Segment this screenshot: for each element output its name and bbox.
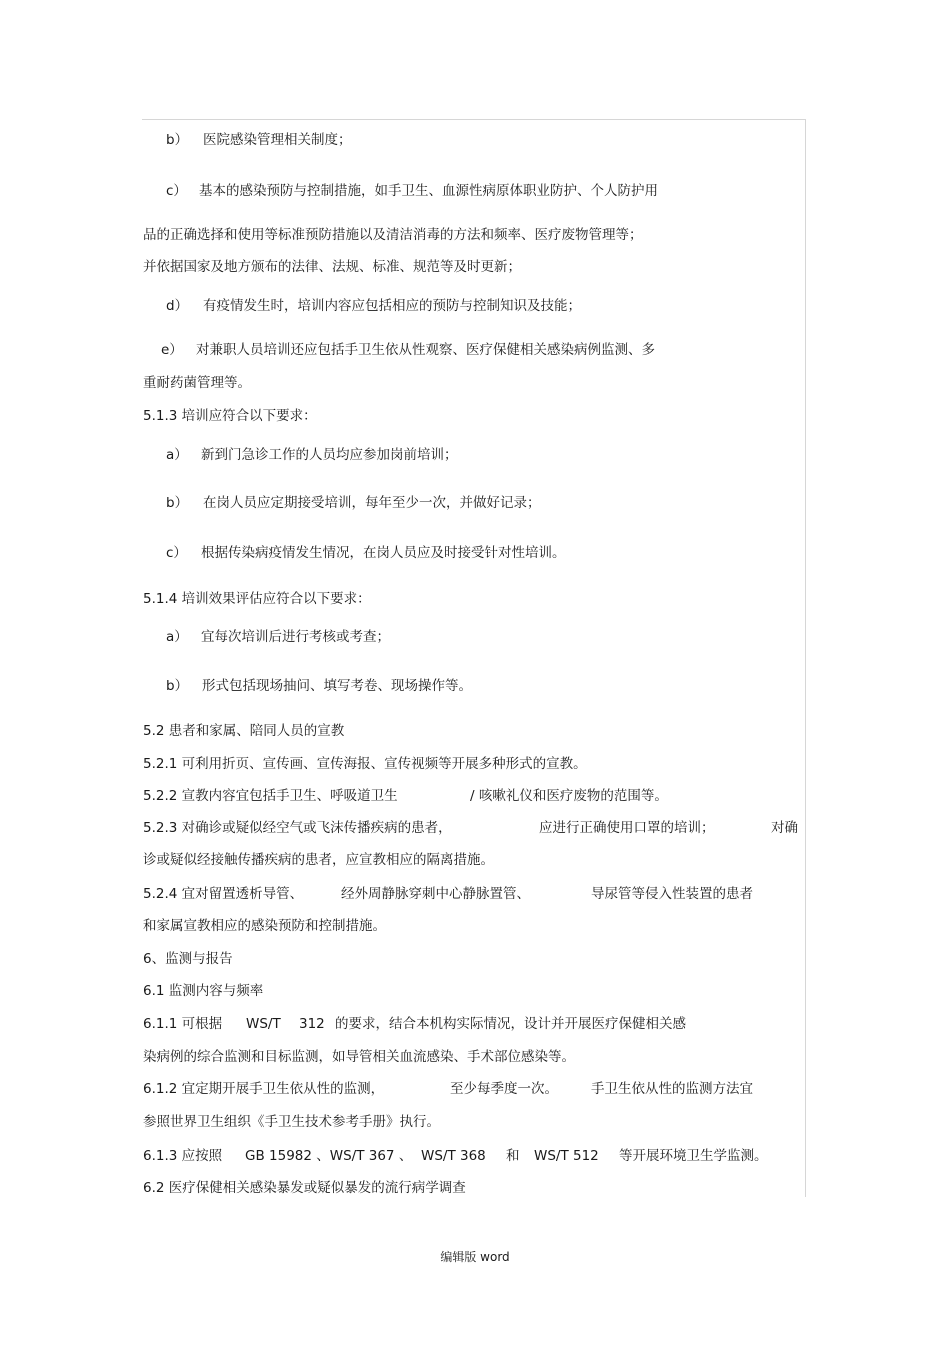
section-5-2-3: 5.2.3 对确诊或疑似经空气或飞沫传播疾病的患者， 应进行正确使用口罩的培训； 对确 <box>143 820 798 836</box>
item-text: 医院感染管理相关制度； <box>203 132 352 148</box>
section-6-1-2: 6.1.2 宜定期开展手卫生依从性的监测， 至少每季度一次。 手卫生依从性的监测方法宜 <box>143 1081 753 1097</box>
item-text: 有疫情发生时，培训内容应包括相应的预防与控制知识及技能； <box>203 298 581 314</box>
paragraph-line: 诊或疑似经接触传播疾病的患者，应宣教相应的隔离措施。 <box>143 852 494 868</box>
item-text: 形式包括现场抽问、填写考卷、现场操作等。 <box>202 678 472 694</box>
item-text: 基本的感染预防与控制措施，如手卫生、血源性病原体职业防护、个人防护用 <box>199 183 658 199</box>
section-6-1-1: 6.1.1 可根据 WS/T 312 的要求，结合本机构实际情况，设计并开展医疗保健相关感 <box>143 1016 686 1032</box>
paragraph-line: 参照世界卫生组织《手卫生技术参考手册》执行。 <box>143 1114 440 1130</box>
list-item-e-parttime <box>161 341 655 359</box>
item-marker: c） <box>166 183 187 199</box>
section-5-2-1: 5.2.1 可利用折页、宣传画、宣传海报、宣传视频等开展多种形式的宣教。 <box>143 756 587 772</box>
list-item-b-policy <box>166 131 352 149</box>
item-marker: a） <box>166 629 188 645</box>
list-item-a-new-staff <box>166 446 458 464</box>
list-item-d-epidemic <box>166 297 581 315</box>
paragraph-line: 和家属宣教相应的感染预防和控制措施。 <box>143 918 386 934</box>
list-item-b-regular <box>166 494 541 512</box>
item-marker: b） <box>166 132 189 148</box>
section-6-1: 6.1 监测内容与频率 <box>143 983 264 999</box>
paragraph-line: 并依据国家及地方颁布的法律、法规、标准、规范等及时更新； <box>143 259 521 275</box>
item-marker: e） <box>161 342 183 358</box>
list-item-a-assessment <box>166 628 390 646</box>
paragraph-line: 染病例的综合监测和目标监测，如导管相关血流感染、手术部位感染等。 <box>143 1049 575 1065</box>
list-item-c-measures <box>166 182 658 200</box>
paragraph-line: 品的正确选择和使用等标准预防措施以及清洁消毒的方法和频率、医疗废物管理等； <box>143 227 643 243</box>
page-footer: 编辑版 word <box>440 1250 510 1264</box>
section-5-2-4: 5.2.4 宜对留置透析导管、 经外周静脉穿刺中心静脉置管、 导尿管等侵入性装置的患者 <box>143 886 753 902</box>
item-text: 新到门急诊工作的人员均应参加岗前培训； <box>201 447 458 463</box>
item-text: 在岗人员应定期接受培训，每年至少一次，并做好记录； <box>203 495 541 511</box>
section-6-heading: 6、监测与报告 <box>143 951 233 967</box>
item-text: 根据传染病疫情发生情况，在岗人员应及时接受针对性培训。 <box>201 545 566 561</box>
section-5-1-3: 5.1.3 培训应符合以下要求： <box>143 408 317 424</box>
item-marker: d） <box>166 298 189 314</box>
section-5-1-4: 5.1.4 培训效果评估应符合以下要求： <box>143 591 371 607</box>
section-6-1-3: 6.1.3 应按照 GB 15982 、WS/T 367 、 WS/T 368 和 WS/T 512 等开展环境卫生学监测。 <box>143 1148 768 1164</box>
section-5-2-2: 5.2.2 宣教内容宜包括手卫生、呼吸道卫生 / 咳嗽礼仪和医疗废物的范围等。 <box>143 788 668 804</box>
item-marker: a） <box>166 447 188 463</box>
list-item-c-targeted <box>166 544 566 562</box>
paragraph-line: 重耐药菌管理等。 <box>143 375 251 391</box>
item-text: 对兼职人员培训还应包括手卫生依从性观察、医疗保健相关感染病例监测、多 <box>196 342 655 358</box>
item-marker: b） <box>166 495 189 511</box>
page-frame <box>142 119 806 1197</box>
item-marker: c） <box>166 545 187 561</box>
list-item-b-forms <box>166 677 472 695</box>
item-marker: b） <box>166 678 189 694</box>
section-6-2: 6.2 医疗保健相关感染暴发或疑似暴发的流行病学调查 <box>143 1180 466 1196</box>
item-text: 宜每次培训后进行考核或考查； <box>201 629 390 645</box>
section-5-2: 5.2 患者和家属、陪同人员的宣教 <box>143 723 345 739</box>
